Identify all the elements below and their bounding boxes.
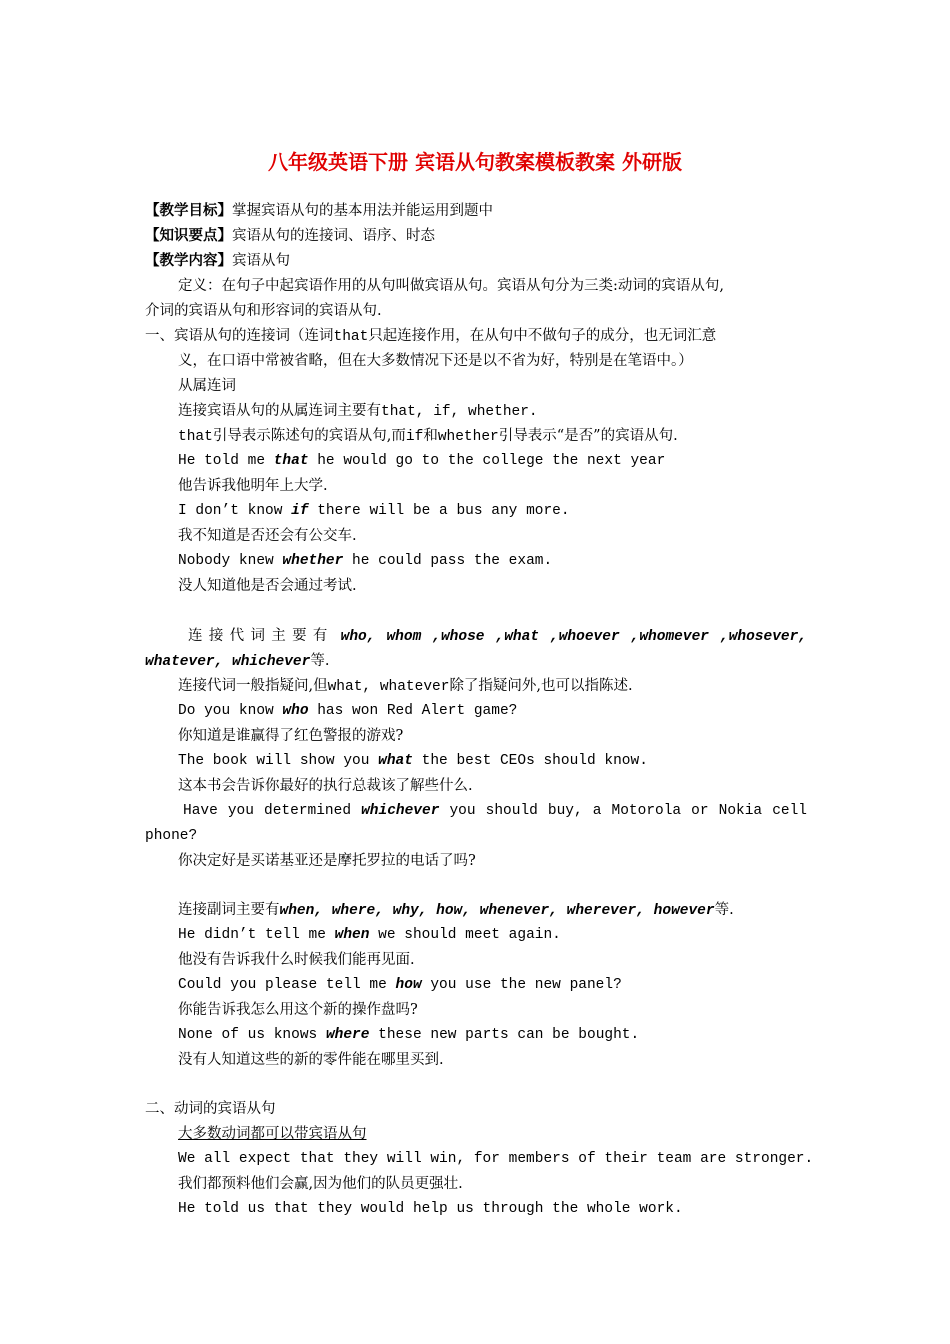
document-title: 八年级英语下册 宾语从句教案模板教案 外研版	[268, 150, 682, 174]
example-4	[178, 701, 517, 721]
example-4-translation: 你知道是谁赢得了红色警报的游戏?	[178, 728, 404, 744]
section2-subheading: 大多数动词都可以带宾语从句	[178, 1126, 367, 1142]
ex3-keyword: whether	[282, 553, 344, 569]
subheading-conjunctions: 从属连词	[178, 378, 236, 394]
ex4-a: Do you know	[178, 703, 283, 719]
ex7-b: we should meet again.	[369, 927, 561, 943]
heading-mono: that	[333, 329, 369, 345]
conj-text: 连接宾语从句的从属连词主要有	[178, 403, 381, 419]
goal-label: 【教学目标】	[145, 202, 232, 219]
ex6-b: you should buy, a Motorola or Nokia cell	[439, 803, 807, 819]
intro-that: that	[178, 429, 213, 445]
ex4-keyword: who	[282, 703, 309, 719]
intro-if: if	[405, 429, 424, 445]
adv-end: 等.	[714, 902, 734, 918]
content-label: 【教学内容】	[145, 252, 232, 269]
section2-example-2: He told us that they would help us through the whole work.	[178, 1201, 683, 1217]
intro-text-f: 引导表示“是否”的宾语从句.	[498, 428, 678, 444]
intro-text-d: 和	[423, 428, 438, 444]
conj-words: that, if, whether.	[381, 404, 538, 420]
teaching-goal	[145, 201, 493, 221]
pronoun-list-line2	[145, 651, 329, 672]
conjunction-intro	[178, 426, 678, 447]
intro-whether: whether	[437, 429, 499, 445]
adv-text: 连接副词主要有	[178, 902, 280, 918]
pronoun-note	[178, 676, 633, 697]
example-8-translation: 你能告诉我怎么用这个新的操作盘吗?	[178, 1002, 418, 1018]
adv-words: when, where, why, how, whenever, wherever, however	[279, 903, 715, 919]
points-label: 【知识要点】	[145, 227, 232, 244]
intro-text-b: 引导表示陈述句的宾语从句,而	[212, 428, 406, 444]
ex6-a: Have you determined	[183, 803, 362, 819]
example-6-translation: 你决定好是买诺基亚还是摩托罗拉的电话了吗?	[178, 853, 476, 869]
example-6	[145, 801, 807, 821]
section1-heading	[145, 326, 716, 347]
example-3	[178, 551, 552, 571]
ex1-a: He told me	[178, 453, 274, 469]
ex7-keyword: when	[334, 927, 370, 943]
ex3-a: Nobody knew	[178, 553, 283, 569]
conjunction-list	[178, 401, 538, 422]
example-7	[178, 925, 561, 945]
goal-text: 掌握宾语从句的基本用法并能运用到题中	[232, 203, 493, 219]
ex4-b: has won Red Alert game?	[308, 703, 518, 719]
example-5	[178, 751, 648, 771]
points-text: 宾语从句的连接词、语序、时态	[232, 228, 435, 244]
ex1-b: he would go to the college the next year	[308, 453, 666, 469]
pron-note-b: 除了指疑问外,也可以指陈述.	[449, 678, 633, 694]
example-7-translation: 他没有告诉我什么时候我们能再见面.	[178, 952, 415, 968]
pron-end: 等.	[310, 653, 330, 669]
ex7-a: He didn’t tell me	[178, 927, 335, 943]
definition-line-1: 定义：在句子中起宾语作用的从句叫做宾语从句。宾语从句分为三类:动词的宾语从句,	[178, 278, 724, 294]
ex8-b: you use the new panel?	[421, 977, 622, 993]
ex5-keyword: what	[378, 753, 413, 769]
pron-note-mono: what, whatever	[327, 679, 450, 695]
ex9-keyword: where	[325, 1027, 370, 1043]
ex3-b: he could pass the exam.	[343, 553, 553, 569]
example-8	[178, 975, 622, 995]
ex2-keyword: if	[291, 503, 309, 519]
example-6-line2: phone?	[145, 828, 198, 844]
ex5-b: the best CEOs should know.	[412, 753, 648, 769]
ex5-a: The book will show you	[178, 753, 379, 769]
section2-example-1: We all expect that they will win, for members of their team are stronger.	[178, 1151, 814, 1167]
pron-text: 连接代词主要有	[188, 628, 334, 644]
pron-words-2: whatever, whichever	[145, 654, 311, 670]
adverb-list	[178, 900, 734, 921]
example-5-translation: 这本书会告诉你最好的执行总裁该了解些什么.	[178, 778, 473, 794]
example-2-translation: 我不知道是否还会有公交车.	[178, 528, 357, 544]
content-text: 宾语从句	[232, 253, 290, 269]
example-1	[178, 451, 665, 471]
ex9-b: these new parts can be bought.	[369, 1027, 640, 1043]
definition-line-2: 介词的宾语从句和形容词的宾语从句.	[145, 303, 382, 319]
example-2	[178, 501, 570, 521]
heading-text-b: 只起连接作用，在从句中不做句子的成分，也无词汇意	[368, 328, 717, 344]
example-9-translation: 没有人知道这些的新的零件能在哪里买到.	[178, 1052, 444, 1068]
section2-heading: 二、动词的宾语从句	[145, 1101, 276, 1117]
pron-words-1: who, whom ,whose ,what ,whoever ,whomever ,whosever,	[340, 629, 808, 645]
teaching-content	[145, 251, 290, 271]
example-9	[178, 1025, 639, 1045]
ex1-keyword: that	[273, 453, 309, 469]
example-1-translation: 他告诉我他明年上大学.	[178, 478, 328, 494]
pron-note-a: 连接代词一般指疑问,但	[178, 678, 328, 694]
ex8-keyword: how	[395, 977, 422, 993]
ex6-keyword: whichever	[361, 803, 440, 819]
example-3-translation: 没人知道他是否会通过考试.	[178, 578, 357, 594]
pronoun-list	[145, 626, 807, 647]
knowledge-points	[145, 226, 435, 246]
section1-heading-line2: 义，在口语中常被省略，但在大多数情况下还是以不省为好，特别是在笔语中。）	[178, 353, 693, 369]
ex9-a: None of us knows	[178, 1027, 326, 1043]
section2-example-1-translation: 我们都预料他们会赢,因为他们的队员更强壮.	[178, 1176, 463, 1192]
ex2-a: I don’t know	[178, 503, 292, 519]
heading-text-a: 一、宾语从句的连接词（连词	[145, 328, 334, 344]
ex2-b: there will be a bus any more.	[308, 503, 570, 519]
ex8-a: Could you please tell me	[178, 977, 396, 993]
